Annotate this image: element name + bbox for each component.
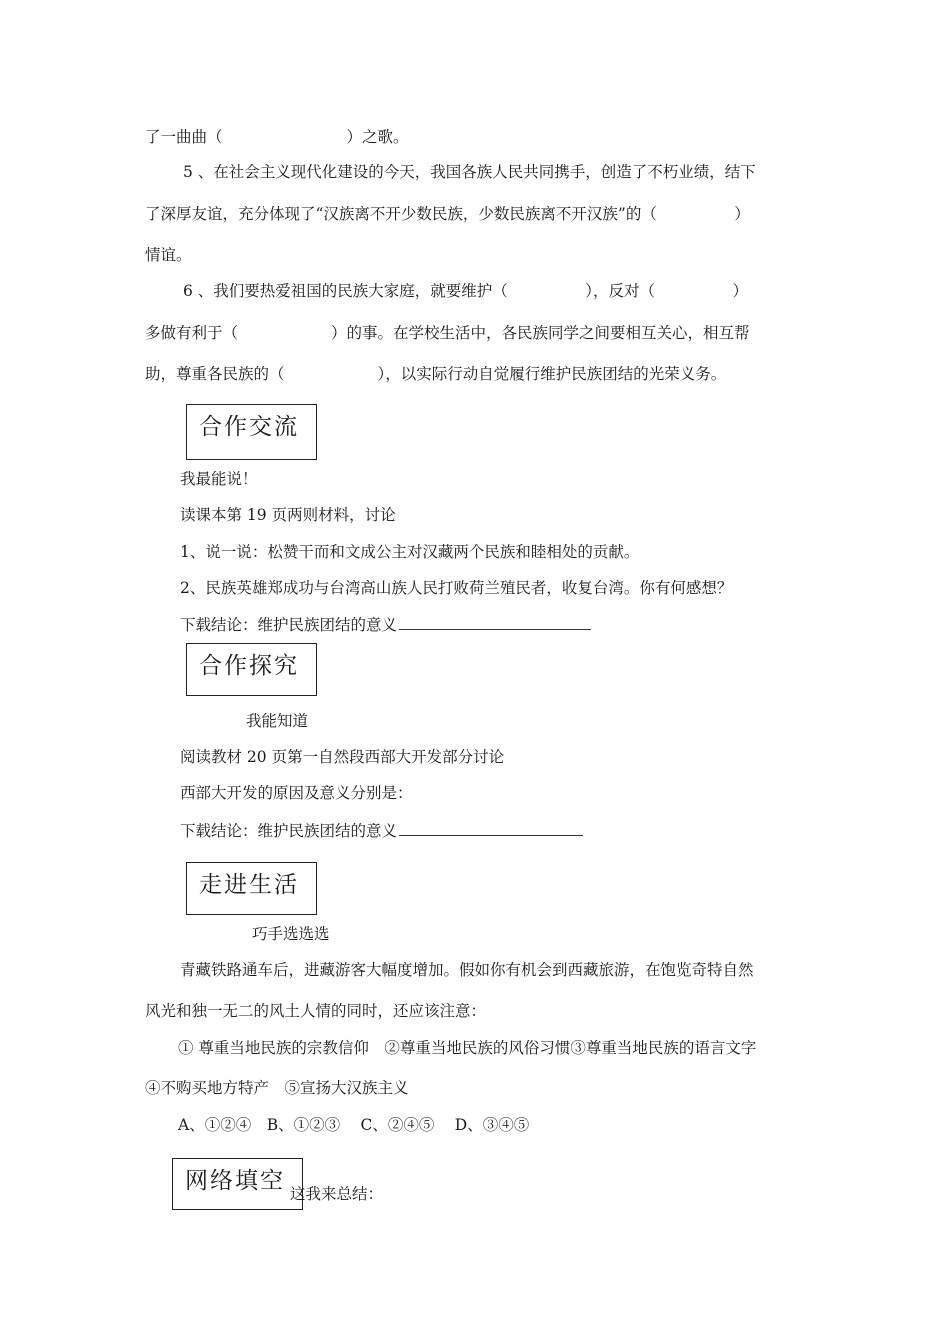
text-line: 读课本第 19 页两则材料，讨论	[180, 506, 396, 524]
text-line: 了深厚友谊，充分体现了“汉族离不开少数民族，少数民族离不开汉族”的（ ）	[145, 205, 750, 223]
answer-blank[interactable]	[399, 821, 583, 836]
section-heading: 合作探究	[199, 653, 299, 679]
conclusion-label: 下载结论：维护民族团结的意义	[180, 616, 398, 634]
answer-options: A、①②④ B、①②③ C、②④⑤ D、③④⑤	[178, 1116, 530, 1134]
section-subtitle: 巧手选选选	[252, 925, 330, 943]
text-line: 阅读教材 20 页第一自然段西部大开发部分讨论	[180, 748, 505, 766]
text-line: 风光和独一无二的风土人情的同时，还应该注意：	[145, 1002, 487, 1020]
text-line: 情谊。	[145, 246, 192, 264]
section-heading-box	[172, 1158, 303, 1210]
conclusion-line	[180, 615, 591, 634]
text-line: 2、民族英雄郑成功与台湾高山族人民打败荷兰殖民者，收复台湾。你有何感想？	[180, 579, 733, 597]
conclusion-line	[180, 821, 583, 840]
section-heading-box	[186, 862, 317, 915]
answer-blank[interactable]	[399, 615, 591, 630]
text-line: 6 、我们要热爱祖国的民族大家庭，就要维护（ ），反对（ ）	[183, 282, 749, 300]
section-heading-box	[186, 643, 317, 696]
text-line: 西部大开发的原因及意义分别是：	[180, 784, 413, 802]
section-heading: 合作交流	[199, 414, 299, 440]
text-line: ④不购买地方特产 ⑤宣扬大汉族主义	[145, 1079, 409, 1097]
text-line: 1、说一说：松赞干而和文成公主对汉藏两个民族和睦相处的贡献。	[180, 543, 640, 561]
text-line: ① 尊重当地民族的宗教信仰 ②尊重当地民族的风俗习惯③尊重当地民族的语言文字	[178, 1039, 757, 1057]
text-line: 5 、在社会主义现代化建设的今天，我国各族人民共同携手，创造了不朽业绩，结下	[183, 163, 756, 181]
section-heading-box	[186, 404, 317, 460]
conclusion-label: 下载结论：维护民族团结的意义	[180, 822, 398, 840]
section-subtitle: 我最能说！	[180, 470, 258, 488]
text-line: 助，尊重各民族的（ ），以实际行动自觉履行维护民族团结的光荣义务。	[145, 365, 727, 383]
section-heading: 网络填空	[185, 1168, 285, 1194]
section-heading: 走进生活	[199, 872, 299, 898]
text-line: 了一曲曲（ ）之歌。	[145, 128, 409, 146]
text-line: 这我来总结：	[290, 1185, 384, 1203]
text-line: 多做有利于（ ）的事。在学校生活中，各民族同学之间要相互关心，相互帮	[145, 324, 750, 342]
section-subtitle: 我能知道	[246, 712, 309, 730]
text-line: 青藏铁路通车后，进藏游客大幅度增加。假如你有机会到西藏旅游，在饱览奇特自然	[180, 961, 754, 979]
